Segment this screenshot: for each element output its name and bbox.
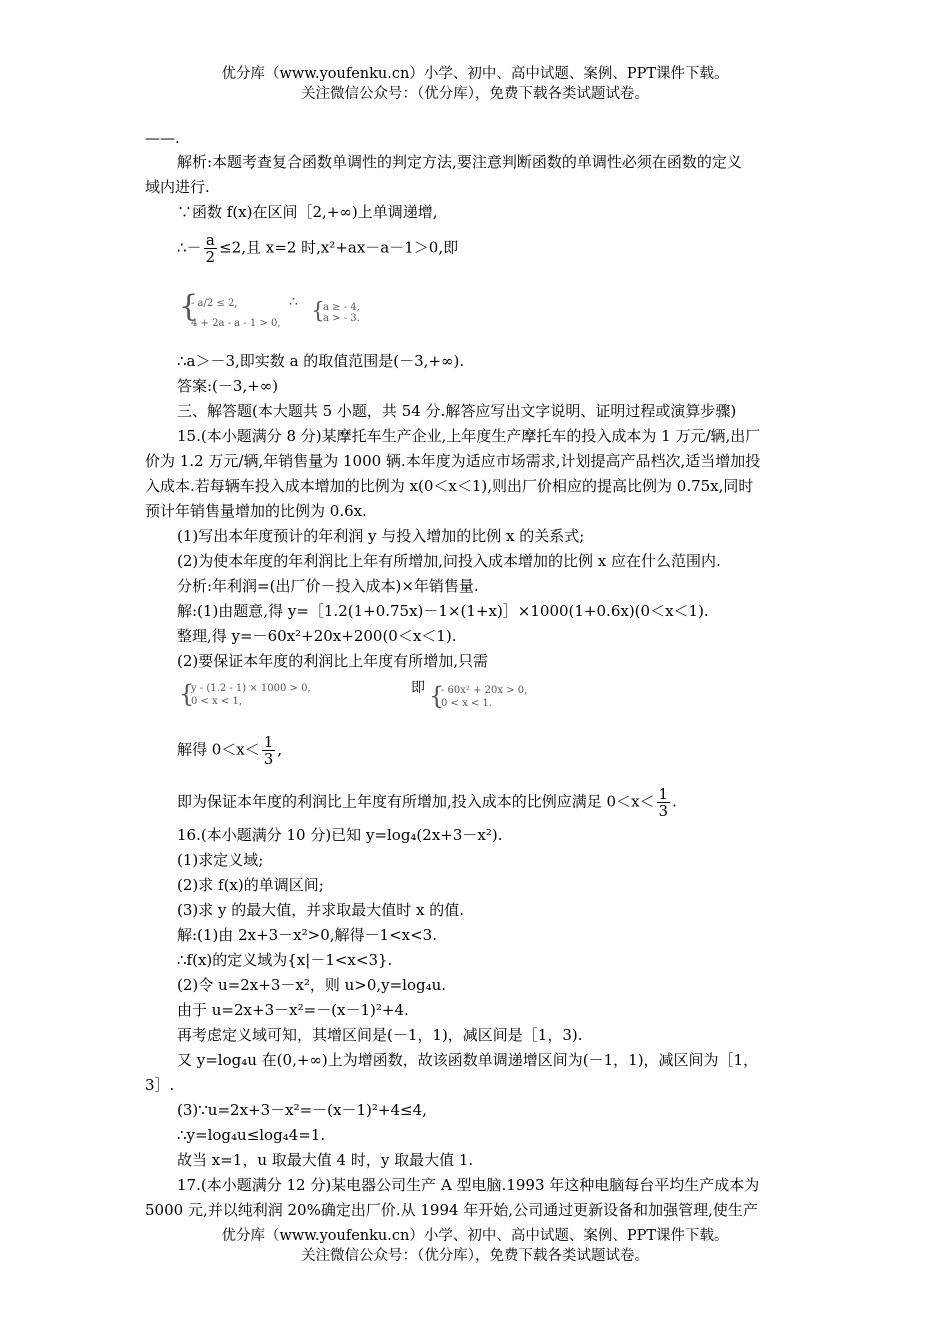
equation-row: 0 < x < 1, [191, 696, 243, 707]
page-footer [0, 1226, 950, 1266]
equation-text: 即 [411, 680, 425, 696]
footer-line-1: 优分库（www.youfenku.cn）小学、初中、高中试题、案例、PPT课件下载。 [221, 1228, 729, 1244]
text-fragment: 即为保证本年度的利润比上年度有所增加,投入成本的比例应满足 0＜x＜ [177, 792, 655, 811]
equation-system-2 [177, 676, 617, 710]
text-fragment: , [277, 740, 283, 759]
text-line: ∴y=log₄u≤log₄4=1. [177, 1126, 326, 1144]
text-line-with-fraction [177, 734, 282, 767]
equation-row: y - (1.2 - 1) × 1000 > 0, [191, 683, 311, 694]
text-line: 16.(本小题满分 10 分)已知 y=log₄(2x+3－x²). [177, 826, 503, 844]
footer-line-2: 关注微信公众号：（优分库），免费下载各类试题试卷。 [301, 1248, 649, 1264]
text-line: (2)要保证本年度的利润比上年度有所增加,只需 [177, 652, 489, 670]
fraction-denominator: 3 [263, 750, 274, 768]
section-heading: 三、解答题(本大题共 5 小题，共 54 分.解答应写出文字说明、证明过程或演算步骤) [177, 402, 737, 420]
text-line: 15.(本小题满分 8 分)某摩托车生产企业,上年度生产摩托车的投入成本为 1 万元/辆,出厂 [177, 427, 761, 445]
text-line: 再考虑定义域可知，其增区间是(－1，1)，减区间是［1，3). [177, 1026, 583, 1044]
text-line-with-fraction [177, 786, 677, 819]
text-line: 解析:本题考查复合函数单调性的判定方法,要注意判断函数的单调性必须在函数的定义 [177, 153, 742, 171]
fraction-numerator: 1 [658, 785, 669, 803]
text-line: 整理,得 y=－60x²+20x+200(0＜x＜1). [177, 627, 457, 645]
text-line: 3］. [145, 1076, 175, 1094]
text-line: 解:(1)由题意,得 y=［1.2(1+0.75x)－1×(1+x)］×1000(1+0.6x)(0＜x＜1). [177, 602, 709, 620]
text-line: 价为 1.2 万元/辆,年销售量为 1000 辆.本年度为适应市场需求,计划提高产品档次,适当增加投 [145, 452, 761, 470]
text-line: (3)求 y 的最大值，并求取最大值时 x 的值. [177, 901, 465, 919]
equation-row: a > - 3. [323, 313, 360, 324]
brace-left: { [179, 680, 195, 708]
text-line: 故当 x=1，u 取最大值 4 时，y 取最大值 1. [177, 1151, 474, 1169]
fraction-numerator: 1 [263, 733, 274, 751]
text-line: 预计年销售量增加的比例为 0.6x. [145, 502, 367, 520]
text-line: ∵函数 f(x)在区间［2,+∞)上单调递增, [177, 203, 438, 221]
fraction-denominator: 3 [658, 802, 669, 820]
text-line: 解:(1)由 2x+3－x²>0,解得－1<x<3. [177, 926, 437, 944]
text-line: (2)令 u=2x+3－x²，则 u>0,y=log₄u. [177, 976, 447, 994]
text-line: (2)求 f(x)的单调区间; [177, 876, 324, 894]
text-line: 入成本.若每辆车投入成本增加的比例为 x(0＜x＜1),则出厂价相应的提高比例为 0.75x,同时 [145, 477, 754, 495]
equation-row: - 60x² + 20x > 0, [441, 685, 528, 696]
fraction-denominator: 2 [205, 248, 216, 266]
text-fragment: . [672, 792, 677, 811]
fraction-1-over-3 [262, 734, 276, 767]
text-line: ——. [145, 129, 180, 147]
text-fragment: 解得 0＜x＜ [177, 740, 260, 759]
fraction-1-over-3 [657, 786, 671, 819]
brace-left: { [311, 299, 325, 324]
text-line: (2)为使本年度的年利润比上年有所增加,问投入成本增加的比例 x 应在什么范围内. [177, 552, 721, 570]
text-line: (3)∵u=2x+3－x²=－(x－1)²+4≤4, [177, 1101, 427, 1119]
text-line: 由于 u=2x+3－x²=－(x－1)²+4. [177, 1001, 409, 1019]
text-fragment: ≤2,且 x=2 时,x²+ax－a－1＞0,即 [219, 238, 459, 257]
text-line: (1)写出本年度预计的年利润 y 与投入增加的比例 x 的关系式; [177, 527, 585, 545]
text-line-with-fraction [177, 232, 458, 265]
brace-left: { [429, 682, 445, 710]
text-line: 分析:年利润=(出厂价－投入成本)×年销售量. [177, 577, 479, 595]
text-line: 答案:(－3,+∞) [177, 377, 279, 395]
header-line-2: 关注微信公众号：（优分库），免费下载各类试题试卷。 [301, 86, 649, 102]
text-line: 17.(本小题满分 12 分)某电器公司生产 A 型电脑.1993 年这种电脑每台平均生产成本为 [177, 1176, 760, 1194]
brace-left: { [179, 289, 199, 324]
text-line: 又 y=log₄u 在(0,+∞)上为增函数，故该函数单调递增区间为(－1，1)，减区间为［1， [177, 1051, 759, 1069]
text-line: ∴f(x)的定义域为{x|－1<x<3}. [177, 951, 393, 969]
text-line: (1)求定义域; [177, 851, 264, 869]
text-line: 5000 元,并以纯利润 20%确定出厂价.从 1994 年开始,公司通过更新设备和加强管理,使生产 [145, 1201, 758, 1219]
equation-row: a ≥ - 4, [323, 302, 360, 313]
fraction-a-over-2 [204, 232, 218, 265]
text-line: 域内进行. [145, 178, 210, 196]
equation-row: - a/2 ≤ 2, [191, 298, 238, 309]
equation-system-1 [177, 288, 417, 334]
equation-row: 4 + 2a - a - 1 > 0, [191, 318, 281, 329]
text-line: ∴a＞－3,即实数 a 的取值范围是(－3,+∞). [177, 352, 465, 370]
text-fragment: ∴－ [177, 238, 202, 257]
equation-row: 0 < x < 1. [441, 698, 493, 709]
therefore-symbol: ∴ [289, 294, 298, 310]
fraction-numerator: a [204, 232, 218, 249]
header-line-1: 优分库（www.youfenku.cn）小学、初中、高中试题、案例、PPT课件下载。 [221, 66, 729, 82]
